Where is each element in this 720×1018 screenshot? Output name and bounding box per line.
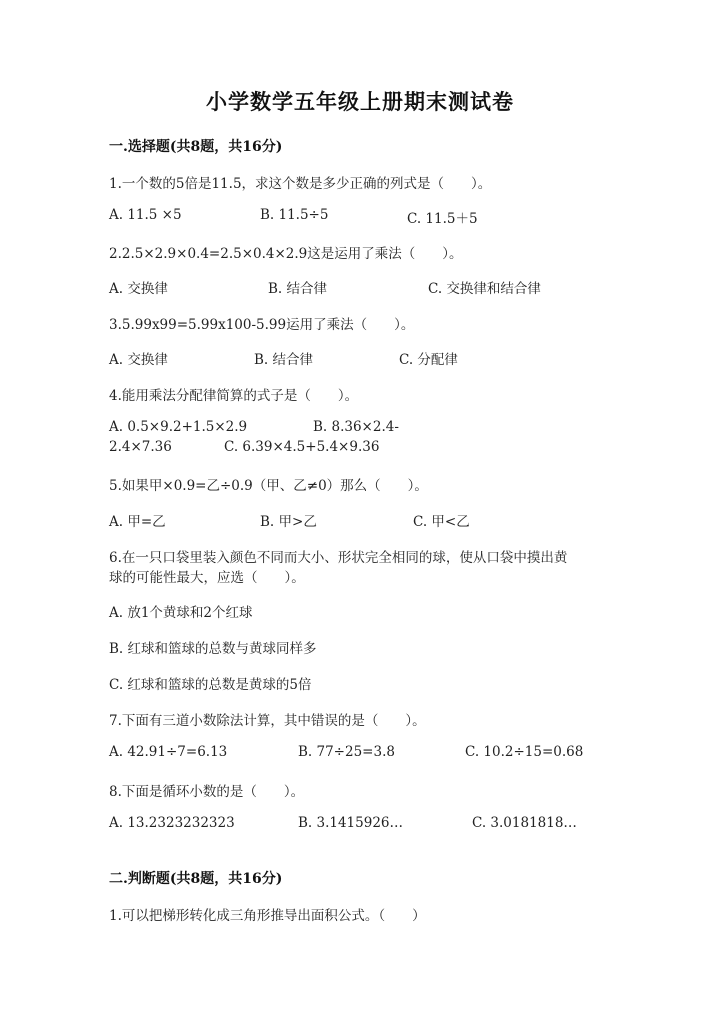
question-1-option-b: B. 11.5÷5: [260, 207, 329, 223]
judgment-question-1-stem: 1.可以把梯形转化成三角形推导出面积公式。（ ）: [109, 908, 426, 924]
question-2-option-a: A. 交换律: [109, 281, 168, 297]
question-4-option-b-continued: 2.4×7.36: [109, 439, 172, 455]
question-5-option-c: C. 甲<乙: [413, 514, 470, 530]
question-3-stem: 3.5.99x99=5.99x100-5.99运用了乘法（ ）。: [109, 317, 415, 333]
question-6-option-c: C. 红球和篮球的总数是黄球的5倍: [109, 677, 312, 693]
question-5-stem: 5.如果甲×0.9=乙÷0.9（甲、乙≠0）那么（ ）。: [109, 478, 428, 494]
section-heading-choice: 一.选择题(共8题，共16分): [109, 139, 283, 155]
question-6-stem-line2: 球的可能性最大，应选（ ）。: [109, 570, 305, 586]
question-8-option-c: C. 3.0181818…: [472, 815, 577, 831]
question-6-option-b: B. 红球和篮球的总数与黄球同样多: [109, 641, 317, 657]
exam-title: 小学数学五年级上册期末测试卷: [206, 89, 514, 114]
question-7-option-a: A. 42.91÷7=6.13: [109, 744, 228, 760]
question-6-option-a: A. 放1个黄球和2个红球: [109, 605, 253, 621]
section-heading-judgment: 二.判断题(共8题，共16分): [109, 871, 283, 887]
question-3-option-b: B. 结合律: [254, 352, 314, 368]
question-8-option-b: B. 3.1415926…: [298, 815, 404, 831]
question-1-option-c: C. 11.5＋5: [407, 211, 478, 227]
question-4-option-c: C. 6.39×4.5+5.4×9.36: [224, 439, 380, 455]
question-8-option-a: A. 13.2323232323: [109, 815, 235, 831]
question-1-stem: 1.一个数的5倍是11.5，求这个数是多少正确的列式是（ ）。: [109, 176, 492, 192]
question-6-stem-line1: 6.在一只口袋里装入颜色不同而大小、形状完全相同的球，使从口袋中摸出黄: [109, 550, 568, 566]
question-2-option-b: B. 结合律: [268, 281, 328, 297]
question-7-option-b: B. 77÷25=3.8: [298, 744, 395, 760]
question-3-option-a: A. 交换律: [109, 352, 168, 368]
question-8-stem: 8.下面是循环小数的是（ ）。: [109, 784, 305, 800]
question-5-option-b: B. 甲>乙: [260, 514, 317, 530]
question-5-option-a: A. 甲=乙: [109, 514, 166, 530]
question-7-stem: 7.下面有三道小数除法计算，其中错误的是（ ）。: [109, 713, 426, 729]
question-4-option-a: A. 0.5×9.2+1.5×2.9: [109, 419, 248, 435]
question-3-option-c: C. 分配律: [399, 352, 458, 368]
question-4-stem: 4.能用乘法分配律简算的式子是（ ）。: [109, 388, 359, 404]
question-4-option-b: B. 8.36×2.4-: [313, 419, 399, 435]
question-7-option-c: C. 10.2÷15=0.68: [465, 744, 584, 760]
question-1-option-a: A. 11.5 ×5: [109, 207, 182, 223]
question-2-stem: 2.2.5×2.9×0.4=2.5×0.4×2.9这是运用了乘法（ ）。: [109, 246, 463, 262]
question-2-option-c: C. 交换律和结合律: [428, 281, 541, 297]
